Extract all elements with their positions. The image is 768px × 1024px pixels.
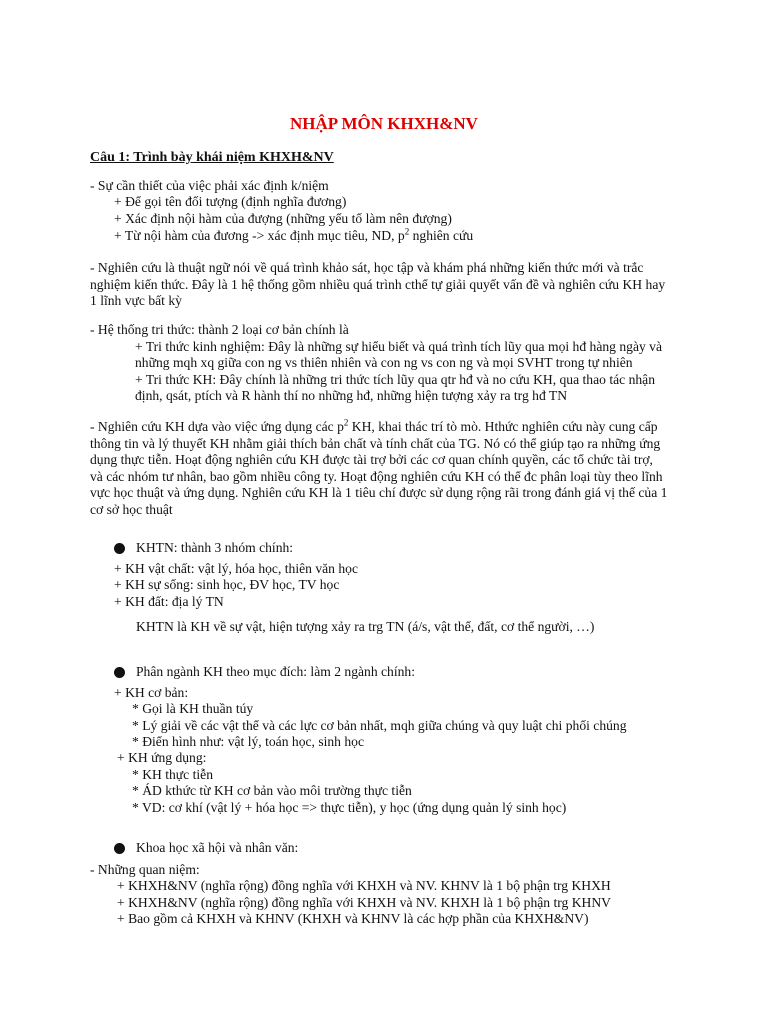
phan-nganh-item-1: + KH cơ bản:: [114, 685, 189, 700]
phan-nganh-item-2: * Gọi là KH thuần túy: [132, 701, 254, 716]
khxh-item-1: - Những quan niệm:: [90, 862, 200, 877]
khtn-item-2: + KH sự sống: sinh học, ĐV học, TV học: [114, 577, 340, 592]
s4-line-1: [90, 419, 658, 436]
khtn-note: KHTN là KH về sự vật, hiện tượng xảy ra trg TN (á/s, vật thể, đất, cơ thể người, …): [136, 619, 595, 634]
s4-line-5: vực học thuật và ứng dụng. Nghiên cứu KH là 1 tiêu chí được sử dụng rộng rãi trong đánh giá vị thế của 1: [90, 485, 668, 500]
s4-line-1b: KH, khai thác trí tò mò. Hthức nghiên cứu này cung cấp: [348, 419, 658, 434]
phan-nganh-item-4: * Điển hình như: vật lý, toán học, sinh học: [132, 734, 365, 749]
bullet-dot-icon: [114, 843, 125, 854]
khxh-item-4: + Bao gồm cả KHXH và KHNV (KHXH và KHNV là các hợp phần của KHXH&NV): [117, 911, 589, 926]
phan-nganh-item-5: + KH ứng dụng:: [117, 750, 207, 765]
khtn-item-1: + KH vật chất: vật lý, hóa học, thiên văn học: [114, 561, 358, 576]
s2-line-2: nghiệm kiến thức. Đây là 1 hệ thống gồm nhiều quá trình cthể tự giải quyết vấn đề và nghiên cứu KH hay: [90, 277, 666, 292]
s3-line-2: + Tri thức kinh nghiệm: Đây là những sự hiểu biết và quá trình tích lũy qua mọi hđ hàng ngày và: [135, 339, 663, 354]
bullet-dot-icon: [114, 543, 125, 554]
s2-line-1: - Nghiên cứu là thuật ngữ nói về quá trình khảo sát, học tập và khám phá những kiến thức mới và trắc: [90, 260, 644, 275]
khxh-item-3: + KHXH&NV (nghĩa rộng) đồng nghĩa với KHXH và NV. KHXH là 1 bộ phận trg KHNV: [117, 895, 611, 910]
s2-line-3: 1 lĩnh vực bất kỳ: [90, 293, 182, 308]
document-title: NHẬP MÔN KHXH&NV: [290, 114, 478, 133]
bullet-dot-icon: [114, 667, 125, 678]
phan-nganh-item-8: * VD: cơ khí (vật lý + hóa học => thực tiễn), y học (ứng dụng quản lý sinh học): [132, 800, 567, 815]
s4-line-1-sup: 2: [343, 417, 349, 428]
phan-nganh-item-3: * Lý giải về các vật thể và các lực cơ bản nhất, mqh giữa chúng và quy luật chi phối chúng: [132, 718, 627, 733]
s3-line-3: những mqh xq giữa con ng vs thiên nhiên và con ng vs con ng và mọi SVHT trong tự nhiên: [135, 355, 633, 370]
phan-nganh-item-7: * ÁD kthức từ KH cơ bản vào môi trường thực tiễn: [132, 783, 412, 798]
phan-nganh-item-6: * KH thực tiễn: [132, 767, 213, 782]
s1-line-3: + Xác định nội hàm của đượng (những yếu tố làm nên đượng): [114, 211, 452, 226]
khtn-item-3: + KH đất: địa lý TN: [114, 594, 224, 609]
s1-line-4: [114, 228, 473, 245]
s4-line-2: thông tin và lý thuyết KH nhằm giải thích bản chất và tính chất của TG. Nó có thể giúp tạo ra những ứng: [90, 436, 661, 451]
s3-line-4: + Tri thức KH: Đây chính là những tri thức tích lũy qua qtr hđ và no cứu KH, qua thao tác nhận: [135, 372, 656, 387]
s4-line-1a: - Nghiên cứu KH dựa vào việc ứng dụng các p: [90, 419, 344, 434]
question-heading: Câu 1: Trình bày khái niệm KHXH&NV: [90, 150, 334, 165]
s1-line-4-sup: 2: [404, 226, 410, 237]
s1-line-4a: + Từ nội hàm của đương -> xác định mục tiêu, ND, p: [114, 228, 405, 243]
khtn-heading: KHTN: thành 3 nhóm chính:: [136, 540, 294, 555]
s1-line-4b: nghiên cứu: [409, 228, 474, 243]
s3-line-5: định, qsát, ptích và R hành thí no những hđ, những hiện tượng xảy ra trg hđ TN: [135, 388, 568, 403]
khxh-heading: Khoa học xã hội và nhân văn:: [136, 840, 299, 855]
khxh-item-2: + KHXH&NV (nghĩa rộng) đồng nghĩa với KHXH và NV. KHNV là 1 bộ phận trg KHXH: [117, 878, 611, 893]
s4-line-4: và các nhóm tư nhân, bao gồm nhiều công ty. Hoạt động nghiên cứu KH có thể đc phân loại tùy theo lĩnh: [90, 469, 663, 484]
s4-line-6: cơ sở học thuật: [90, 502, 173, 517]
s1-line-1: - Sự cần thiết của việc phải xác định k/niệm: [90, 178, 329, 193]
s1-line-2: + Để gọi tên đối tượng (định nghĩa đương): [114, 194, 347, 209]
s3-line-1: - Hệ thống tri thức: thành 2 loại cơ bản chính là: [90, 322, 349, 337]
phan-nganh-heading: Phân ngành KH theo mục đích: làm 2 ngành chính:: [136, 664, 415, 679]
s4-line-3: dụng thực tiễn. Hoạt động nghiên cứu KH được tài trợ bởi các cơ quan chính quyền, các tổ chức tài trợ,: [90, 452, 653, 467]
